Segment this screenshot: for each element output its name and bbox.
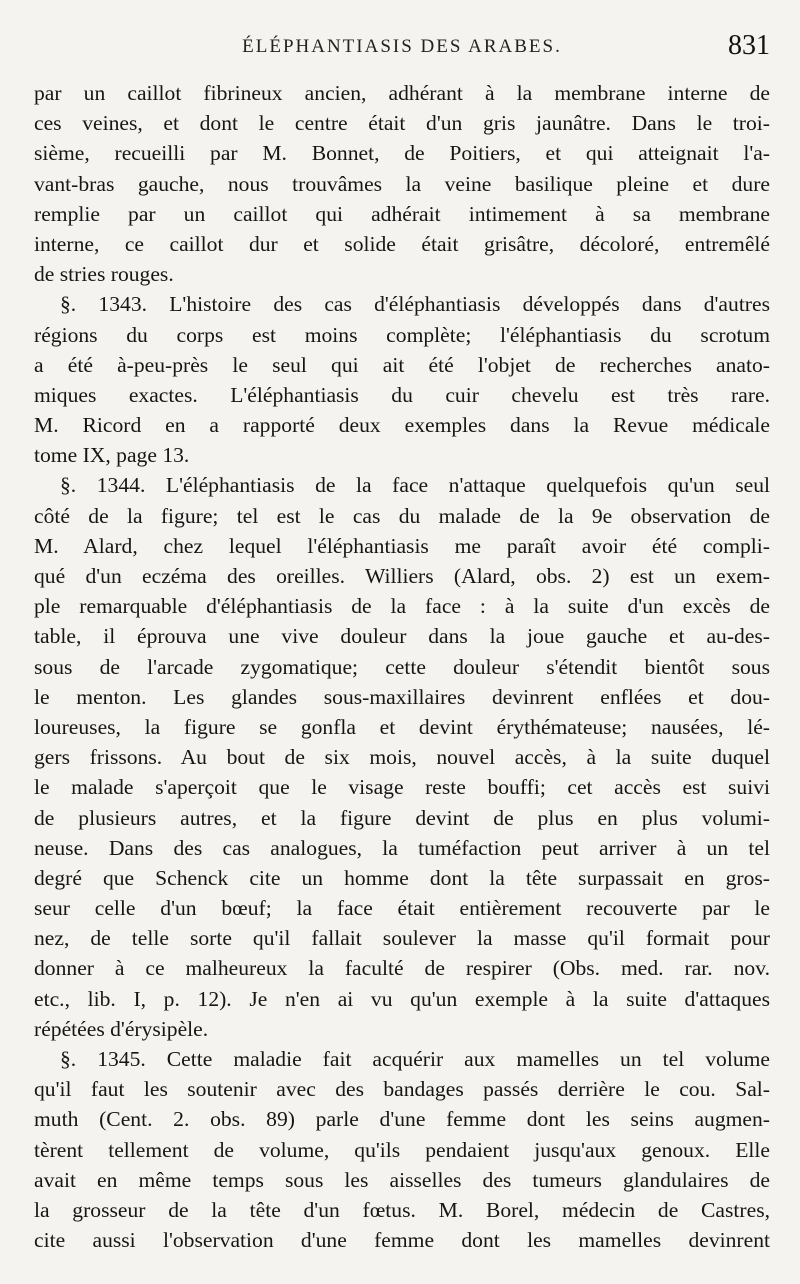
text-line: remplie par un caillot qui adhérait intimement à sa membrane xyxy=(34,201,770,226)
text-line: la grosseur de la tête d'un fœtus. M. Borel, médecin de Castres, xyxy=(34,1197,770,1222)
text-line: tome IX, page 13. xyxy=(34,443,190,468)
text-line: vant-bras gauche, nous trouvâmes la veine basilique pleine et dure xyxy=(34,171,770,196)
text-line: ple remarquable d'éléphantiasis de la face : à la suite d'un excès de xyxy=(34,594,770,619)
text-line: par un caillot fibrineux ancien, adhérant à la membrane interne de xyxy=(34,81,770,105)
text-line: sous de l'arcade zygomatique; cette douleur s'étendit bientôt sous xyxy=(34,654,770,679)
running-title: ÉLÉPHANTIASIS DES ARABES. xyxy=(242,36,562,57)
text-line: répétées d'érysipèle. xyxy=(34,1016,209,1041)
text-line: §. 1344. L'éléphantiasis de la face n'attaque quelquefois qu'un seul xyxy=(60,473,770,498)
text-line: nez, de telle sorte qu'il fallait soulever la masse qu'il formait pour xyxy=(34,926,770,951)
text-line: cite aussi l'observation d'une femme dont les mamelles devinrent xyxy=(34,1228,770,1253)
text-line: tèrent tellement de volume, qu'ils pendaient jusqu'aux genoux. Elle xyxy=(34,1137,770,1162)
text-line: M. Alard, chez lequel l'éléphantiasis me paraît avoir été compli- xyxy=(34,533,770,558)
text-line: loureuses, la figure se gonfla et devint érythémateuse; nausées, lé- xyxy=(34,714,770,739)
page-number: 831 xyxy=(728,30,770,61)
text-line: muth (Cent. 2. obs. 89) parle d'une femme dont les seins augmen- xyxy=(34,1107,770,1132)
text-line: §. 1345. Cette maladie fait acquérir aux mamelles un tel volume xyxy=(60,1047,770,1071)
text-line: donner à ce malheureux la faculté de respirer (Obs. med. rar. nov. xyxy=(34,956,770,981)
text-line: etc., lib. I, p. 12). Je n'en ai vu qu'un exemple à la suite d'attaques xyxy=(34,986,770,1011)
text-line: gers frissons. Au bout de six mois, nouvel accès, à la suite duquel xyxy=(34,745,770,770)
text-line: M. Ricord en a rapporté deux exemples dans la Revue médicale xyxy=(34,413,770,438)
body-text xyxy=(34,78,770,1255)
text-line: le malade s'aperçoit que le visage reste bouffi; cet accès est suivi xyxy=(34,775,770,800)
text-line: interne, ce caillot dur et solide était grisâtre, décoloré, entremêlé xyxy=(34,231,770,256)
text-line: seur celle d'un bœuf; la face était entièrement recouverte par le xyxy=(34,896,770,921)
text-line: de stries rouges. xyxy=(34,262,174,287)
text-line: sième, recueilli par M. Bonnet, de Poitiers, et qui atteignait l'a- xyxy=(34,141,770,166)
text-line: neuse. Dans des cas analogues, la tuméfaction peut arriver à un tel xyxy=(34,835,770,860)
page-header xyxy=(34,30,770,78)
text-line: avait en même temps sous les aisselles des tumeurs glandulaires de xyxy=(34,1167,770,1192)
text-line: a été à-peu-près le seul qui ait été l'objet de recherches anato- xyxy=(34,352,770,377)
text-line: régions du corps est moins complète; l'éléphantiasis du scrotum xyxy=(34,322,770,347)
text-line: §. 1343. L'histoire des cas d'éléphantiasis développés dans d'autres xyxy=(60,292,770,317)
text-line: le menton. Les glandes sous-maxillaires devinrent enflées et dou- xyxy=(34,684,770,709)
text-line: degré que Schenck cite un homme dont la tête surpassait en gros- xyxy=(34,865,770,890)
text-line: miques exactes. L'éléphantiasis du cuir chevelu est très rare. xyxy=(34,382,770,407)
text-line: qué d'un eczéma des oreilles. Williers (Alard, obs. 2) est un exem- xyxy=(34,564,770,588)
text-line: de plusieurs autres, et la figure devint de plus en plus volumi- xyxy=(34,805,770,830)
text-line: côté de la figure; tel est le cas du malade de la 9e observation de xyxy=(34,503,770,528)
text-line: ces veines, et dont le centre était d'un gris jaunâtre. Dans le troi- xyxy=(34,111,770,136)
text-line: qu'il faut les soutenir avec des bandages passés derrière le cou. Sal- xyxy=(34,1077,770,1102)
text-line: table, il éprouva une vive douleur dans la joue gauche et au-des- xyxy=(34,624,770,649)
